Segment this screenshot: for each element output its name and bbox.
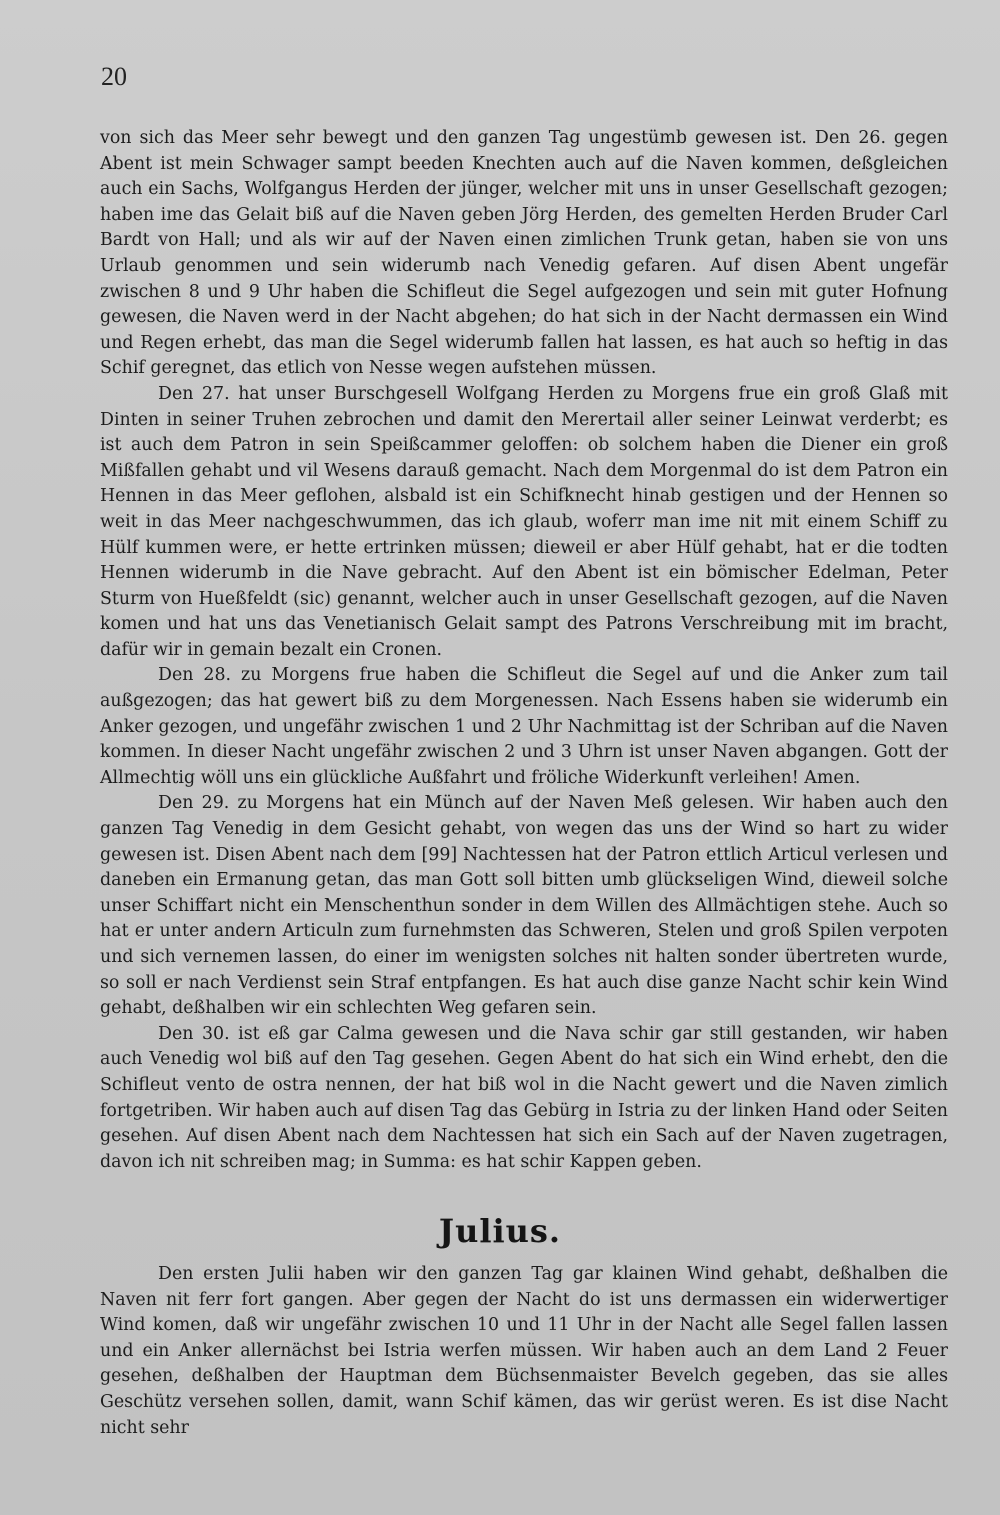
body-text: [100, 126, 948, 1175]
paragraph-30: Den 30. ist eß gar Calma gewesen und die Nava schir gar still gestanden, wir haben auch Venedig wol biß auf den Tag gesehen. Gegen Abent do hat sich ein Wind erhebt, den die Schifleut vento de ostra nennen, der hat biß wol in die Nacht gewert und die Naven zimlich fortgetriben. Wir haben auch auf disen Tag das Gebürg in Istria zu der linken Hand oder Seiten gesehen. Auf disen Abent nach dem Nachtessen hat sich ein Sach auf der Naven zugetragen, davon ich nit schreiben mag; in Summa: es hat schir Kappen geben.: [100, 1023, 948, 1172]
paragraph-28: Den 28. zu Morgens frue haben die Schifleut die Segel auf und die Anker zum tail außgezogen; das hat gewert biß zu dem Morgenessen. Nach Essens haben sie widerumb ein Anker gezogen, und ungefähr zwischen 1 und 2 Uhr Nachmittag ist der Schriban auf die Naven kommen. In dieser Nacht ungefähr zwischen 2 und 3 Uhrn ist unser Naven abgangen. Gott der Allmechtig wöll uns ein glückliche Außfahrt und fröliche Widerkunft verleihen! Amen.: [100, 665, 948, 788]
section-body-text: [100, 1262, 948, 1441]
paragraph-27: Den 27. hat unser Burschgesell Wolfgang Herden zu Morgens frue ein groß Glaß mit Dinten in seiner Truhen zebrochen und damit den Merertail aller seiner Leinwat verderbt; es ist auch dem Patron in sein Speißcammer geloffen: ob solchem haben die Diener ein groß Mißfallen gehabt und vil Wesens darauß gemacht. Nach dem Morgenmal do ist dem Patron ein Hennen in das Meer geflohen, alsbald ist ein Schifknecht hinab gestigen und der Hennen so weit in das Meer nachgeschwummen, das ich glaub, woferr man ime nit mit einem Schiff zu Hülf kummen were, er hette ertrinken müssen; dieweil er aber Hülf gehabt, hat er die todten Hennen widerumb in die Nave gebracht. Auf den Abent ist ein bömischer Edelman, Peter Sturm von Hueßfeldt (sic) genannt, welcher auch in unser Gesellschaft gezogen, auf die Naven komen und hat uns das Venetianisch Gelait sampt des Patrons Verschreibung mit im bracht, dafür wir in gemain bezalt ein Cronen.: [100, 383, 948, 660]
page-number: 20: [101, 62, 127, 91]
paragraph-continuation: von sich das Meer sehr bewegt und den ganzen Tag ungestümb gewesen ist. Den 26. gegen Abent ist mein Schwager sampt beeden Knechten auch auf die Naven kommen, deßgleichen auch ein Sachs, Wolfgangus Herden der jünger, welcher mit uns in unser Gesellschaft gezogen; haben ime das Gelait biß auf die Naven geben Jörg Herden, des gemelten Herden Bruder Carl Bardt von Hall; und als wir auf der Naven einen zimlichen Trunk getan, haben sie von uns Urlaub genommen und sein widerumb nach Venedig gefaren. Auf disen Abent ungefär zwischen 8 und 9 Uhr haben die Schifleut die Segel aufgezogen und sein mit guter Hofnung gewesen, die Naven werd in der Nacht abgehen; do hat sich in der Nacht dermassen ein Wind und Regen erhebt, das man die Segel widerumb fallen hat lassen, es hat auch so heftig in das Schif geregnet, das etlich von Nesse wegen aufstehen müssen.: [100, 128, 948, 379]
section-heading-julius: Julius.: [438, 1212, 562, 1250]
paragraph-29: Den 29. zu Morgens hat ein Münch auf der Naven Meß gelesen. Wir haben auch den ganzen Tag Venedig in dem Gesicht gehabt, von wegen das uns der Wind so hart zu wider gewesen ist. Disen Abent nach dem [99] Nachtessen hat der Patron ettlich Articul verlesen und daneben ein Ermanung getan, das man Gott soll bitten umb glückseligen Wind, dieweil solche unser Schiffart nicht ein Menschenthun sonder in dem Willen des Allmächtigen stehe. Auch so hat er unter andern Articuln zum furnehmsten das Schweren, Stelen und groß Spilen verpoten und sich vernemen lassen, do einer im wenigsten solches nit halten sonder übertreten wurde, so soll er nach Verdienst sein Straf entpfangen. Es hat auch dise ganze Nacht schir kein Wind gehabt, deßhalben wir ein schlechten Weg gefaren sein.: [100, 793, 948, 1019]
paragraph-julii-1: Den ersten Julii haben wir den ganzen Tag gar klainen Wind gehabt, deßhalben die Naven nit ferr fort gangen. Aber gegen der Nacht do ist uns dermassen ein widerwertiger Wind komen, daß wir ungefähr zwischen 10 und 11 Uhr in der Nacht alle Segel fallen lassen und ein Anker allernächst bei Istria werfen müssen. Wir haben auch an dem Land 2 Feuer gesehen, deßhalben der Hauptman dem Büchsenmaister Bevelch gegeben, das sie alles Geschütz versehen sollen, damit, wann Schif kämen, das wir gerüst weren. Es ist dise Nacht nicht sehr: [100, 1264, 948, 1438]
